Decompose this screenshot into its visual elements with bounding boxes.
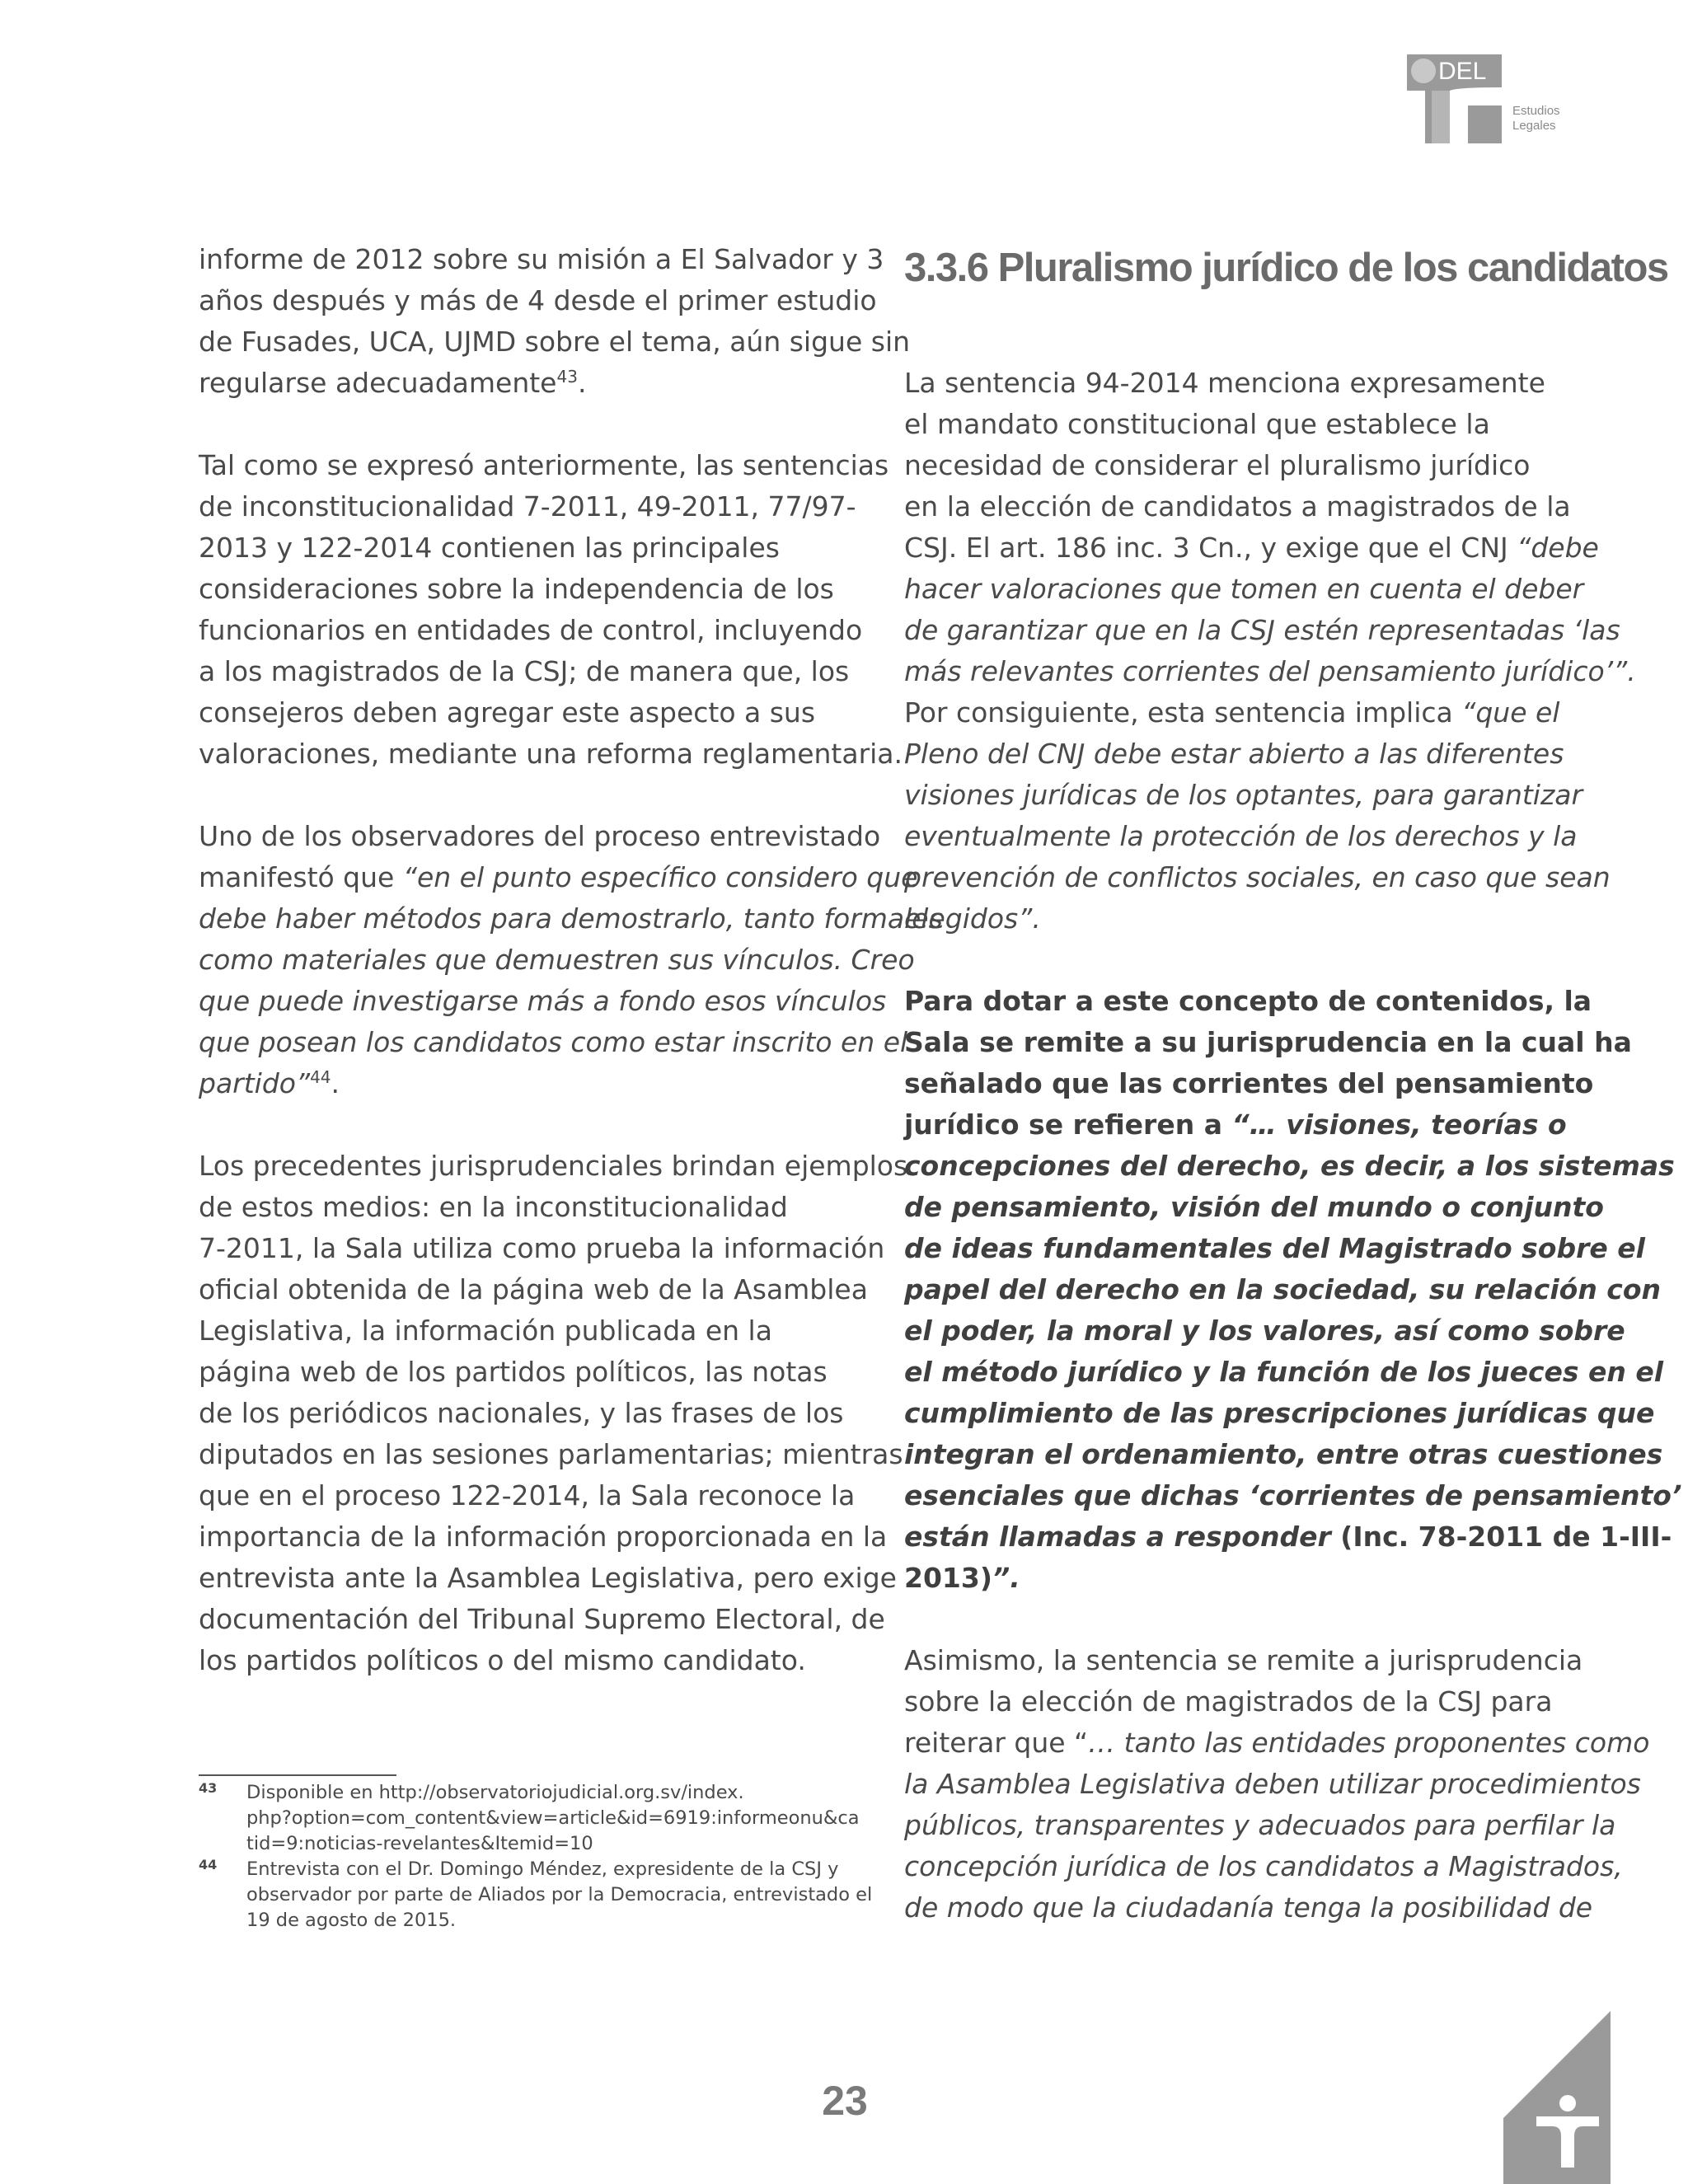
quote-line: concepción jurídica de los candidatos a Magistrados, bbox=[904, 1850, 1623, 1882]
footnote-divider bbox=[199, 1774, 396, 1776]
footnote-line: observador por parte de Aliados por la Democracia, entrevistado el bbox=[246, 1884, 873, 1905]
text-line: Uno de los observadores del proceso entrevistado bbox=[199, 820, 881, 852]
quote-line: de garantizar que en la CSJ estén representadas ‘las bbox=[904, 614, 1620, 646]
quote-line: cumplimiento de las prescripciones jurídicas que bbox=[904, 1397, 1655, 1429]
footnote-43 bbox=[199, 1780, 858, 1857]
text-line: de inconstitucionalidad 7-2011, 49-2011, 77/97- bbox=[199, 490, 856, 523]
text-line: Sala se remite a su jurisprudencia en la cual ha bbox=[904, 1026, 1632, 1058]
quote-line: de pensamiento, visión del mundo o conjunto bbox=[904, 1191, 1604, 1223]
paragraph-1 bbox=[904, 363, 1636, 940]
quote-line: hacer valoraciones que tomen en cuenta el deber bbox=[904, 573, 1584, 605]
text-line: manifestó que “en el punto específico considero que bbox=[199, 861, 918, 893]
text-line: años después y más de 4 desde el primer estudio bbox=[199, 284, 877, 316]
quote-line: prevención de conflictos sociales, en caso que sean bbox=[904, 861, 1611, 893]
footnote-line: 19 de agosto de 2015. bbox=[246, 1910, 457, 1931]
quote-line: que puede investigarse más a fondo esos vínculos bbox=[199, 985, 887, 1017]
quote-line: concepciones del derecho, es decir, a los sistemas bbox=[904, 1150, 1675, 1182]
footnote-number: 44 bbox=[199, 1857, 218, 1872]
text-line: los partidos políticos o del mismo candidato. bbox=[199, 1644, 806, 1676]
text-line: jurídico se refieren a “… visiones, teorías o bbox=[904, 1108, 1567, 1141]
del-logo bbox=[1407, 54, 1572, 145]
paragraph-2 bbox=[199, 445, 903, 775]
paragraph-1 bbox=[199, 239, 911, 404]
footnote-number: 43 bbox=[199, 1780, 218, 1796]
quote-line: que posean los candidatos como estar inscrito en el bbox=[199, 1026, 908, 1058]
text-line: que en el proceso 122-2014, la Sala reconoce la bbox=[199, 1479, 856, 1511]
paragraph-3 bbox=[199, 816, 943, 1104]
quote-line: están llamadas a responder (Inc. 78-2011 de 1-III- bbox=[904, 1521, 1672, 1553]
footnote-ref-44[interactable]: 44 bbox=[310, 1067, 331, 1087]
text-line: importancia de la información proporcionada en la bbox=[199, 1521, 888, 1553]
quote-line: visiones jurídicas de los optantes, para garantizar bbox=[904, 779, 1583, 811]
quote-line: integran el ordenamiento, entre otras cuestiones bbox=[904, 1438, 1663, 1470]
text-line: necesidad de considerar el pluralismo jurídico bbox=[904, 449, 1531, 481]
text-line: documentación del Tribunal Supremo Electoral, de bbox=[199, 1603, 885, 1635]
paragraph-4 bbox=[199, 1146, 908, 1681]
text-line: regularse adecuadamente$^{43}$. bbox=[199, 367, 587, 399]
text-line: de estos medios: en la inconstitucionalidad bbox=[199, 1191, 788, 1223]
quote-line: más relevantes corrientes del pensamiento jurídico’”. bbox=[904, 655, 1636, 687]
text-line: Para dotar a este concepto de contenidos, la bbox=[904, 985, 1592, 1017]
text-line: el mandato constitucional que establece la bbox=[904, 408, 1490, 440]
text-line: diputados en las sesiones parlamentarias; mientras bbox=[199, 1438, 903, 1470]
text-line: funcionarios en entidades de control, incluyendo bbox=[199, 614, 863, 646]
text-line: a los magistrados de la CSJ; de manera que, los bbox=[199, 655, 850, 687]
footnotes bbox=[199, 1780, 873, 1933]
text-line: página web de los partidos políticos, las notas bbox=[199, 1356, 828, 1388]
quote-line: de ideas fundamentales del Magistrado sobre el bbox=[904, 1232, 1645, 1264]
text-line: Legislativa, la información publicada en la bbox=[199, 1315, 772, 1347]
page-number: 23 bbox=[822, 2078, 868, 2124]
text-line: Por consiguiente, esta sentencia implica “que el bbox=[904, 696, 1560, 729]
paragraph-2 bbox=[904, 981, 1682, 1599]
quote-line: como materiales que demuestren sus vínculos. Creo bbox=[199, 944, 915, 976]
footnote-ref-43[interactable]: 43 bbox=[556, 367, 578, 387]
quote-line: esenciales que dichas ‘corrientes de pensamiento’ bbox=[904, 1479, 1682, 1511]
quote-line: partido”$^{44}$. bbox=[199, 1067, 340, 1099]
text-line: 7-2011, la Sala utiliza como prueba la información bbox=[199, 1232, 885, 1264]
quote-line: públicos, transparentes y adecuados para perfilar la bbox=[904, 1809, 1616, 1841]
quote-line: el método jurídico y la función de los jueces en el bbox=[904, 1356, 1664, 1388]
text-line: Tal como se expresó anteriormente, las sentencias bbox=[199, 449, 889, 481]
footnote-44 bbox=[199, 1857, 873, 1933]
quote-line: Pleno del CNJ debe estar abierto a las diferentes bbox=[904, 738, 1564, 770]
text-line: consideraciones sobre la independencia de los bbox=[199, 573, 834, 605]
footnote-line[interactable]: php?option=com_content&view=article&id=6919:informeonu&ca bbox=[246, 1807, 860, 1829]
logo-text: DEL bbox=[1438, 58, 1487, 85]
text-line: señalado que las corrientes del pensamiento bbox=[904, 1067, 1594, 1099]
text-line: de Fusades, UCA, UJMD sobre el tema, aún sigue sin bbox=[199, 326, 911, 358]
right-column bbox=[904, 239, 1682, 1929]
text-line: en la elección de candidatos a magistrados de la bbox=[904, 490, 1571, 523]
quote-line: debe haber métodos para demostrarlo, tanto formales bbox=[199, 902, 943, 935]
text-line: entrevista ante la Asamblea Legislativa, pero exige bbox=[199, 1562, 897, 1594]
text-line: consejeros deben agregar este aspecto a sus bbox=[199, 696, 816, 729]
footnote-line[interactable]: Disponible en http://observatoriojudicial.org.sv/index. bbox=[246, 1782, 744, 1803]
text-line: reiterar que “… tanto las entidades proponentes como bbox=[904, 1727, 1650, 1759]
logo-subtitle: Estudios Legales bbox=[1512, 104, 1560, 133]
text-line: de los periódicos nacionales, y las frases de los bbox=[199, 1397, 844, 1429]
quote-line: papel del derecho en la sociedad, su relación con bbox=[904, 1273, 1662, 1305]
text-line: valoraciones, mediante una reforma reglamentaria. bbox=[199, 738, 903, 770]
text-line: La sentencia 94-2014 menciona expresamente bbox=[904, 367, 1545, 399]
text-line: Asimismo, la sentencia se remite a jurisprudencia bbox=[904, 1644, 1583, 1676]
text-line: 2013 y 122-2014 contienen las principales bbox=[199, 532, 780, 564]
text-line: informe de 2012 sobre su misión a El Salvador y 3 bbox=[199, 243, 884, 275]
corner-person-icon bbox=[1503, 2011, 1611, 2184]
quote-line: eventualmente la protección de los derechos y la bbox=[904, 820, 1578, 852]
text-line: 2013)”. bbox=[904, 1562, 1020, 1594]
text-line: sobre la elección de magistrados de la CSJ para bbox=[904, 1685, 1553, 1718]
left-column bbox=[199, 239, 943, 1681]
footnote-line[interactable]: tid=9:noticias-revelantes&Itemid=10 bbox=[246, 1833, 593, 1854]
section-heading: 3.3.6 Pluralismo jurídico de los candidatos bbox=[904, 246, 1668, 290]
text-line: Los precedentes jurisprudenciales brindan ejemplos bbox=[199, 1150, 908, 1182]
text-line: oficial obtenida de la página web de la Asamblea bbox=[199, 1273, 868, 1305]
quote-line: el poder, la moral y los valores, así como sobre bbox=[904, 1315, 1625, 1347]
quote-line: la Asamblea Legislativa deben utilizar procedimientos bbox=[904, 1768, 1641, 1800]
text-line: CSJ. El art. 186 inc. 3 Cn., y exige que el CNJ “debe bbox=[904, 532, 1599, 564]
quote-line: elegidos”. bbox=[904, 902, 1041, 935]
paragraph-3 bbox=[904, 1640, 1650, 1929]
quote-line: de modo que la ciudadanía tenga la posibilidad de bbox=[904, 1891, 1593, 1924]
footnote-line: Entrevista con el Dr. Domingo Méndez, expresidente de la CSJ y bbox=[246, 1858, 839, 1880]
